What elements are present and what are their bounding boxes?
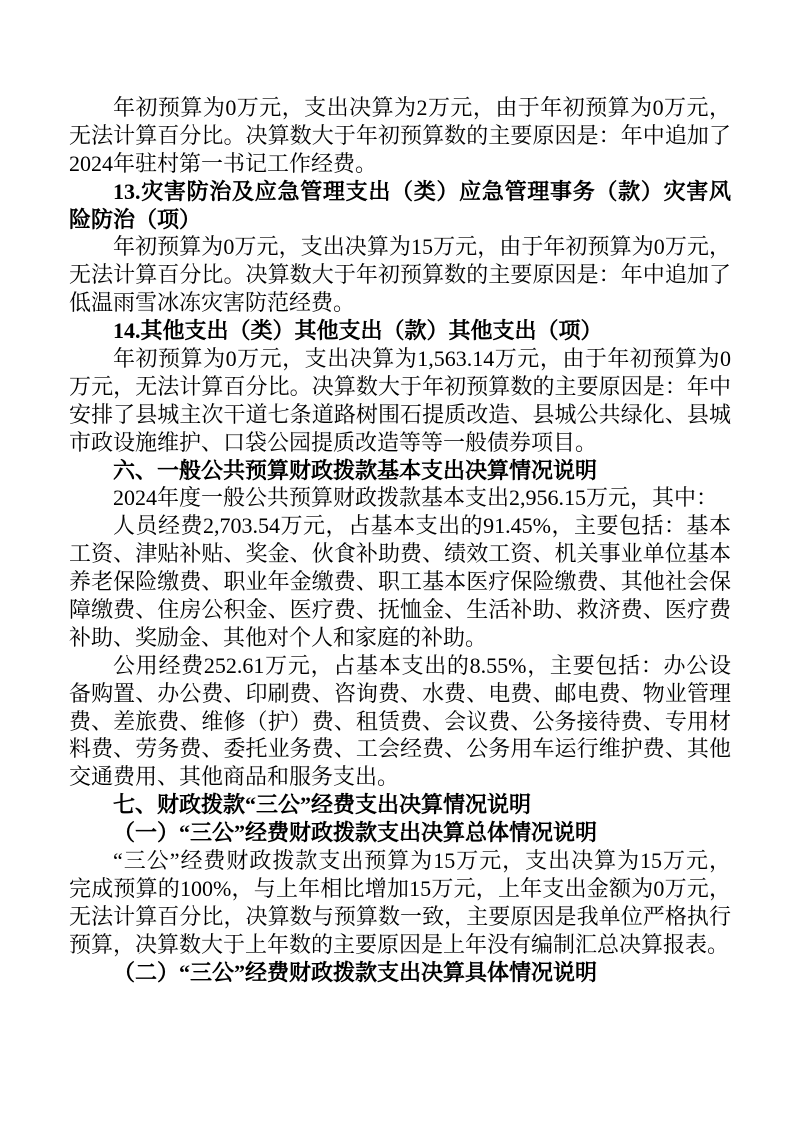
paragraph-line: 安排了县城主次干道七条道路树围石提质改造、县城公共绿化、县城 <box>69 401 731 427</box>
heading-line: 险防治（项） <box>69 206 202 232</box>
section-heading <box>69 959 731 987</box>
paragraph-line: 障缴费、住房公积金、医疗费、抚恤金、生活补助、救济费、医疗费 <box>69 597 731 623</box>
section-heading <box>69 457 731 485</box>
paragraph <box>69 652 731 791</box>
paragraph <box>69 345 731 457</box>
paragraph-line: 费、差旅费、维修（护）费、租赁费、会议费、公务接待费、专用材 <box>69 708 731 734</box>
document-content <box>69 94 731 987</box>
paragraph-line: 料费、劳务费、委托业务费、工会经费、公务用车运行维护费、其他 <box>69 736 731 762</box>
paragraph <box>69 94 731 178</box>
paragraph-line: 交通费用、其他商品和服务支出。 <box>69 764 400 790</box>
paragraph-line: 低温雨雪冰冻灾害防范经费。 <box>69 290 356 316</box>
paragraph-line: 人员经费2,703.54万元，占基本支出的91.45%，主要包括：基本 <box>113 513 731 539</box>
paragraph-line: “三公”经费财政拨款支出预算为15万元，支出决算为15万元， <box>113 848 731 874</box>
paragraph <box>69 233 731 317</box>
paragraph-line: 年初预算为0万元，支出决算为15万元，由于年初预算为0万元， <box>113 234 731 260</box>
paragraph-line: 预算，决算数大于上年数的主要原因是上年没有编制汇总决算报表。 <box>69 931 730 957</box>
paragraph <box>69 484 731 512</box>
section-heading <box>69 819 731 847</box>
paragraph-line: 无法计算百分比。决算数大于年初预算数的主要原因是：年中追加了 <box>69 262 731 288</box>
section-heading <box>69 791 731 819</box>
paragraph-line: 补助、奖励金、其他对个人和家庭的补助。 <box>69 624 488 650</box>
section-heading <box>69 178 731 234</box>
paragraph-line: 养老保险缴费、职业年金缴费、职工基本医疗保险缴费、其他社会保 <box>69 569 731 595</box>
paragraph-line: 公用经费252.61万元，占基本支出的8.55%，主要包括：办公设 <box>113 652 731 678</box>
paragraph-line: 备购置、办公费、印刷费、咨询费、水费、电费、邮电费、物业管理 <box>69 680 731 706</box>
paragraph-line: 完成预算的100%，与上年相比增加15万元，上年支出金额为0万元， <box>69 875 732 901</box>
paragraph-line: 无法计算百分比。决算数大于年初预算数的主要原因是：年中追加了 <box>69 122 731 148</box>
paragraph-line: 万元，无法计算百分比。决算数大于年初预算数的主要原因是：年中 <box>69 373 731 399</box>
paragraph-line: 2024年驻村第一书记工作经费。 <box>69 150 378 176</box>
paragraph <box>69 512 731 651</box>
heading-line: （二）“三公”经费财政拨款支出决算具体情况说明 <box>113 959 598 985</box>
section-heading <box>69 317 731 345</box>
paragraph-line: 无法计算百分比，决算数与预算数一致，主要原因是我单位严格执行 <box>69 903 731 929</box>
paragraph-line: 2024年度一般公共预算财政拨款基本支出2,956.15万元，其中： <box>113 485 719 511</box>
heading-line: （一）“三公”经费财政拨款支出决算总体情况说明 <box>113 820 598 846</box>
paragraph-line: 年初预算为0万元，支出决算为2万元，由于年初预算为0万元， <box>113 95 731 120</box>
paragraph-line: 市政设施维护、口袋公园提质改造等等一般债券项目。 <box>69 429 598 455</box>
paragraph-line: 工资、津贴补贴、奖金、伙食补助费、绩效工资、机关事业单位基本 <box>69 541 731 567</box>
paragraph <box>69 847 731 959</box>
heading-line: 14.其他支出（类）其他支出（款）其他支出（项） <box>113 318 603 344</box>
heading-line: 六、一般公共预算财政拨款基本支出决算情况说明 <box>113 457 598 483</box>
heading-line: 13.灾害防治及应急管理支出（类）应急管理事务（款）灾害风 <box>113 178 731 204</box>
heading-line: 七、财政拨款“三公”经费支出决算情况说明 <box>113 792 532 818</box>
paragraph-line: 年初预算为0万元，支出决算为1,563.14万元，由于年初预算为0 <box>113 346 731 372</box>
